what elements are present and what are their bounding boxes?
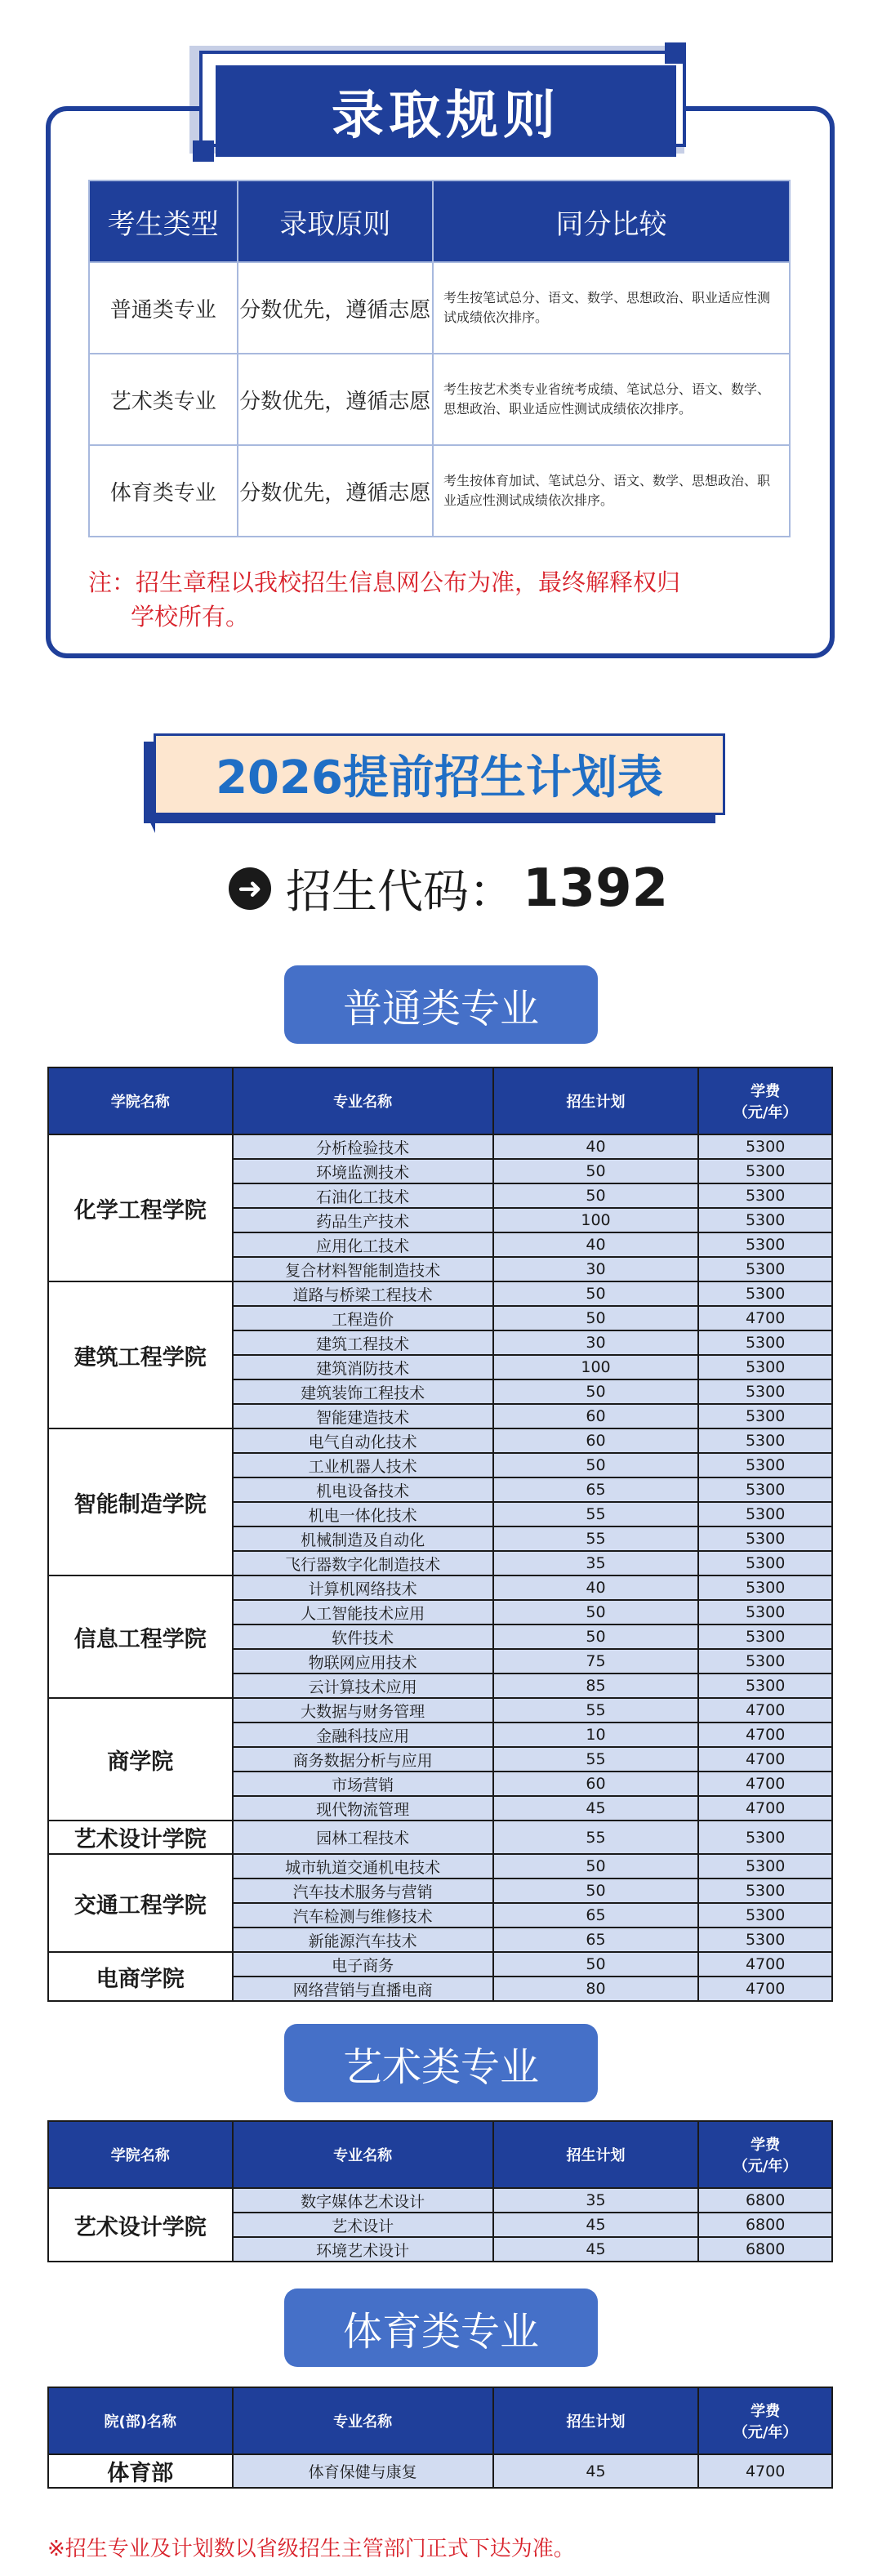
fee-cell: 5300 [698, 1134, 832, 1159]
quota-cell: 30 [493, 1257, 698, 1281]
major-cell: 城市轨道交通机电技术 [233, 1854, 493, 1879]
header-quota: 招生计划 [493, 1067, 698, 1134]
college-name: 体育部 [48, 2454, 233, 2488]
fee-cell: 5300 [698, 1159, 832, 1183]
code-value: 1392 [523, 858, 669, 919]
quota-cell: 55 [493, 1821, 698, 1854]
fee-cell: 5300 [698, 1575, 832, 1600]
fee-cell: 5300 [698, 1232, 832, 1257]
arrow-right-circle-icon: ➜ [229, 867, 271, 910]
quota-cell: 60 [493, 1404, 698, 1428]
major-cell: 建筑消防技术 [233, 1355, 493, 1379]
fee-cell: 4700 [698, 1698, 832, 1723]
fee-cell: 4700 [698, 1952, 832, 1977]
quota-cell: 60 [493, 1772, 698, 1796]
header-student-type: 考生类型 [89, 180, 238, 262]
major-cell: 智能建造技术 [233, 1404, 493, 1428]
rules-row [89, 262, 790, 354]
rule-principle: 分数优先，遵循志愿 [238, 354, 433, 445]
header-college: 学院名称 [48, 2121, 233, 2188]
college-name: 信息工程学院 [48, 1575, 233, 1698]
enrollment-code [229, 849, 668, 928]
major-cell: 商务数据分析与应用 [233, 1747, 493, 1772]
header-fee [698, 2387, 832, 2454]
quota-cell: 55 [493, 1698, 698, 1723]
major-cell: 道路与桥梁工程技术 [233, 1281, 493, 1306]
header-major: 专业名称 [233, 2121, 493, 2188]
major-cell: 电子商务 [233, 1952, 493, 1977]
table-row [48, 1821, 832, 1854]
fee-cell: 5300 [698, 1330, 832, 1355]
fee-cell: 5300 [698, 1624, 832, 1649]
plan-header-row [48, 2387, 832, 2454]
major-cell: 数字媒体艺术设计 [233, 2188, 493, 2213]
major-cell: 机电设备技术 [233, 1477, 493, 1502]
sport-plan-table [47, 2387, 833, 2489]
quota-cell: 40 [493, 1232, 698, 1257]
major-cell: 建筑装饰工程技术 [233, 1379, 493, 1404]
general-plan-table [47, 1067, 833, 2002]
fee-cell: 5300 [698, 1649, 832, 1674]
header-principle: 录取原则 [238, 180, 433, 262]
quota-cell: 35 [493, 2188, 698, 2213]
major-cell: 新能源汽车技术 [233, 1928, 493, 1952]
major-cell: 网络营销与直播电商 [233, 1977, 493, 2001]
header-fee-line2: （元/年） [733, 2158, 798, 2175]
college-name: 智能制造学院 [48, 1428, 233, 1575]
rules-table [88, 180, 791, 537]
major-cell: 计算机网络技术 [233, 1575, 493, 1600]
fee-cell: 4700 [698, 1747, 832, 1772]
table-row [48, 1698, 832, 1723]
major-cell: 复合材料智能制造技术 [233, 1257, 493, 1281]
fee-cell: 6800 [698, 2213, 832, 2237]
plan-title: 2026提前招生计划表 [154, 733, 725, 815]
quota-cell: 40 [493, 1134, 698, 1159]
fee-cell: 6800 [698, 2237, 832, 2262]
quota-cell: 60 [493, 1428, 698, 1453]
quota-cell: 50 [493, 1952, 698, 1977]
rule-type: 艺术类专业 [89, 354, 238, 445]
quota-cell: 50 [493, 1854, 698, 1879]
table-row [48, 1854, 832, 1879]
header-major: 专业名称 [233, 1067, 493, 1134]
fee-cell: 5300 [698, 1928, 832, 1952]
header-fee-line2: （元/年） [733, 1104, 798, 1121]
quota-cell: 50 [493, 1600, 698, 1624]
major-cell: 人工智能技术应用 [233, 1600, 493, 1624]
major-cell: 分析检验技术 [233, 1134, 493, 1159]
major-cell: 园林工程技术 [233, 1821, 493, 1854]
college-name: 艺术设计学院 [48, 2188, 233, 2262]
fee-cell: 5300 [698, 1502, 832, 1526]
section-title-general: 普通类专业 [284, 965, 598, 1044]
fee-cell: 5300 [698, 1903, 832, 1928]
major-cell: 云计算技术应用 [233, 1674, 493, 1698]
rule-principle: 分数优先，遵循志愿 [238, 445, 433, 537]
major-cell: 工业机器人技术 [233, 1453, 493, 1477]
quota-cell: 45 [493, 1796, 698, 1821]
college-name: 交通工程学院 [48, 1854, 233, 1952]
rule-type: 普通类专业 [89, 262, 238, 354]
major-cell: 应用化工技术 [233, 1232, 493, 1257]
fee-cell: 5300 [698, 1428, 832, 1453]
fee-cell: 4700 [698, 1796, 832, 1821]
quota-cell: 10 [493, 1723, 698, 1747]
quota-cell: 65 [493, 1928, 698, 1952]
rules-row [89, 354, 790, 445]
table-row [48, 1952, 832, 1977]
major-cell: 工程造价 [233, 1306, 493, 1330]
quota-cell: 50 [493, 1183, 698, 1208]
fee-cell: 5300 [698, 1821, 832, 1854]
quota-cell: 55 [493, 1526, 698, 1551]
code-label: 招生代码： [286, 866, 514, 919]
fee-cell: 5300 [698, 1453, 832, 1477]
table-row [48, 1134, 832, 1159]
fee-cell: 6800 [698, 2188, 832, 2213]
quota-cell: 100 [493, 1208, 698, 1232]
college-name: 商学院 [48, 1698, 233, 1821]
quota-cell: 50 [493, 1281, 698, 1306]
header-major: 专业名称 [233, 2387, 493, 2454]
header-tie-break: 同分比较 [433, 180, 790, 262]
quota-cell: 65 [493, 1903, 698, 1928]
major-cell: 物联网应用技术 [233, 1649, 493, 1674]
fee-cell: 5300 [698, 1879, 832, 1903]
decorative-square [193, 140, 214, 162]
college-name: 电商学院 [48, 1952, 233, 2001]
table-row [48, 2188, 832, 2213]
fee-cell: 4700 [698, 1977, 832, 2001]
major-cell: 软件技术 [233, 1624, 493, 1649]
major-cell: 石油化工技术 [233, 1183, 493, 1208]
header-fee-line1: 学费 [751, 2137, 781, 2154]
quota-cell: 55 [493, 1747, 698, 1772]
major-cell: 现代物流管理 [233, 1796, 493, 1821]
major-cell: 环境监测技术 [233, 1159, 493, 1183]
art-plan-table [47, 2120, 833, 2262]
fee-cell: 5300 [698, 1208, 832, 1232]
fee-cell: 5300 [698, 1183, 832, 1208]
plan-header-row [48, 2121, 832, 2188]
major-cell: 机电一体化技术 [233, 1502, 493, 1526]
major-cell: 市场营销 [233, 1772, 493, 1796]
plan-header-row [48, 1067, 832, 1134]
header-quota: 招生计划 [493, 2121, 698, 2188]
fee-cell: 5300 [698, 1355, 832, 1379]
fee-cell: 5300 [698, 1257, 832, 1281]
rule-principle: 分数优先，遵循志愿 [238, 262, 433, 354]
section-title-art: 艺术类专业 [284, 2024, 598, 2102]
rules-row [89, 445, 790, 537]
rule-tie-break: 考生按笔试总分、语文、数学、思想政治、职业适应性测试成绩依次排序。 [433, 262, 790, 354]
header-fee-line1: 学费 [751, 2403, 781, 2420]
quota-cell: 45 [493, 2237, 698, 2262]
fee-cell: 5300 [698, 1854, 832, 1879]
table-row [48, 2454, 832, 2488]
major-cell: 环境艺术设计 [233, 2237, 493, 2262]
college-name: 建筑工程学院 [48, 1281, 233, 1428]
fee-cell: 4700 [698, 1723, 832, 1747]
footer-note: ※招生专业及计划数以省级招生主管部门正式下达为准。 [47, 2537, 575, 2561]
major-cell: 建筑工程技术 [233, 1330, 493, 1355]
table-row [48, 1281, 832, 1306]
major-cell: 机械制造及自动化 [233, 1526, 493, 1551]
decorative-square [665, 42, 686, 64]
rule-type: 体育类专业 [89, 445, 238, 537]
quota-cell: 35 [493, 1551, 698, 1575]
fee-cell: 5300 [698, 1379, 832, 1404]
quota-cell: 50 [493, 1453, 698, 1477]
fee-cell: 4700 [698, 2454, 832, 2488]
major-cell: 汽车检测与维修技术 [233, 1903, 493, 1928]
fee-cell: 4700 [698, 1772, 832, 1796]
header-college: 学院名称 [48, 1067, 233, 1134]
fee-cell: 5300 [698, 1674, 832, 1698]
major-cell: 艺术设计 [233, 2213, 493, 2237]
header-fee [698, 1067, 832, 1134]
quota-cell: 85 [493, 1674, 698, 1698]
quota-cell: 65 [493, 1477, 698, 1502]
rule-tie-break: 考生按艺术类专业省统考成绩、笔试总分、语文、数学、思想政治、职业适应性测试成绩依次排序。 [433, 354, 790, 445]
table-row [48, 1575, 832, 1600]
quota-cell: 80 [493, 1977, 698, 2001]
fee-cell: 4700 [698, 1306, 832, 1330]
header-college: 院(部)名称 [48, 2387, 233, 2454]
rules-header-row [89, 180, 790, 262]
quota-cell: 50 [493, 1624, 698, 1649]
quota-cell: 40 [493, 1575, 698, 1600]
rule-tie-break: 考生按体育加试、笔试总分、语文、数学、思想政治、职业适应性测试成绩依次排序。 [433, 445, 790, 537]
fee-cell: 5300 [698, 1281, 832, 1306]
college-name: 化学工程学院 [48, 1134, 233, 1281]
fee-cell: 5300 [698, 1477, 832, 1502]
quota-cell: 30 [493, 1330, 698, 1355]
quota-cell: 100 [493, 1355, 698, 1379]
quota-cell: 55 [493, 1502, 698, 1526]
fee-cell: 5300 [698, 1551, 832, 1575]
quota-cell: 45 [493, 2213, 698, 2237]
quota-cell: 75 [493, 1649, 698, 1674]
quota-cell: 50 [493, 1306, 698, 1330]
major-cell: 电气自动化技术 [233, 1428, 493, 1453]
major-cell: 体育保健与康复 [233, 2454, 493, 2488]
major-cell: 金融科技应用 [233, 1723, 493, 1747]
table-row [48, 1428, 832, 1453]
header-quota: 招生计划 [493, 2387, 698, 2454]
rules-title: 录取规则 [216, 65, 676, 157]
rules-note-line2: 学校所有。 [131, 603, 250, 631]
header-fee-line2: （元/年） [733, 2424, 798, 2441]
major-cell: 汽车技术服务与营销 [233, 1879, 493, 1903]
quota-cell: 50 [493, 1379, 698, 1404]
header-fee-line1: 学费 [751, 1083, 781, 1100]
fee-cell: 5300 [698, 1600, 832, 1624]
quota-cell: 45 [493, 2454, 698, 2488]
major-cell: 飞行器数字化制造技术 [233, 1551, 493, 1575]
quota-cell: 50 [493, 1879, 698, 1903]
section-title-sport: 体育类专业 [284, 2289, 598, 2367]
major-cell: 大数据与财务管理 [233, 1698, 493, 1723]
fee-cell: 5300 [698, 1526, 832, 1551]
header-fee [698, 2121, 832, 2188]
college-name: 艺术设计学院 [48, 1821, 233, 1854]
rules-note [88, 565, 807, 634]
major-cell: 药品生产技术 [233, 1208, 493, 1232]
quota-cell: 50 [493, 1159, 698, 1183]
fee-cell: 5300 [698, 1404, 832, 1428]
rules-note-line1: 注：招生章程以我校招生信息网公布为准，最终解释权归 [88, 568, 681, 596]
